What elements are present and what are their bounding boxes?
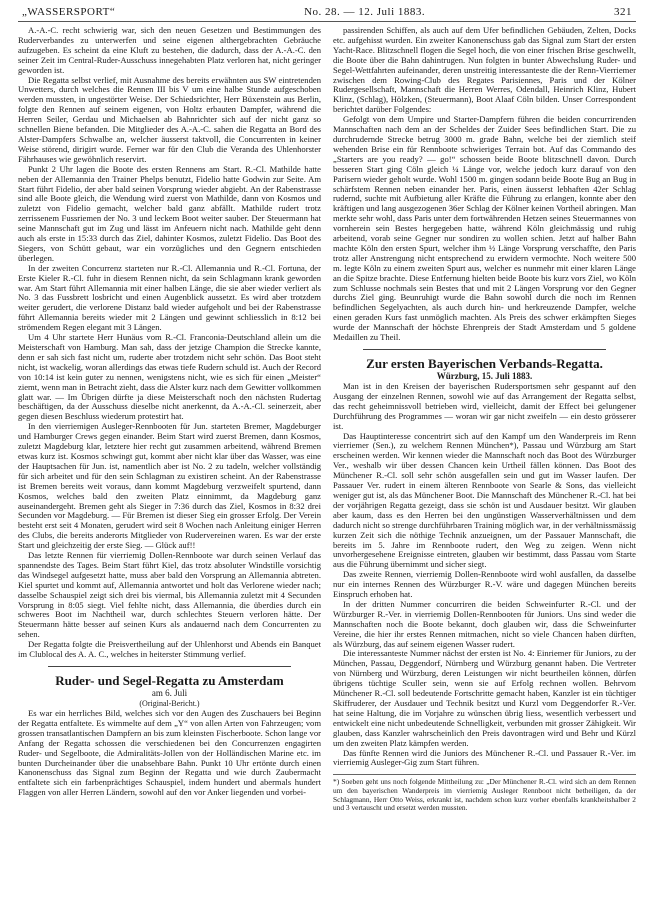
amsterdam-date: am 6. Juli	[151, 688, 188, 698]
left-paragraph: A.-A.-C. recht schwierig war, sich den neuen Gesetzen und Bestimmungen des Ruderverbandes zu unterwerfen und seine eigenen althergebrachten Gebräuche aufzugeben. Es scheint da eine Kluft zu bestehen, die dadurch, dass der A.-A.-C. den seiner Zeit im Central-Ruder-Ausschuss innegehabten Platz verloren hat, nicht geringer geworden ist.	[18, 26, 321, 75]
right-paragraph: passirenden Schiffen, als auch auf dem Ufer befindlichen Gebäuden, Zelten, Docks etc. aufgehisst wurden. Ein zweiter Kanonenschuss gab das Signal zum Start der ersten Yacht-Race. Blitzschnell flogen die Segel hoch, die von einer frischen Brise geschwellt, die Boote über die Bahn dahintrugen. Nun folgten in bunter Abwechslung Ruder- und Segel-Wettfahrten aufeinander, deren unstreitig interessanteste die der Renn-Vierriemer zwischen dem Rowing-Club des Regates Parisiennes, Paris und der Kölner Rudergesellschaft, Mannschaft die Herren Werres, Odendall, Heinrich Klinz, Hubert Klinz, (Schlag), Hölzken, (Steuermann), Boot Alaaf Cöln bilden. Unser Correspondent berichtet darüber Folgendes:	[333, 26, 636, 115]
right-column	[333, 26, 636, 894]
right-paragraph: Das zweite Rennen, vierriemig Dollen-Rennboote wird wohl ausfallen, da dasselbe nur ein internes Rennen des Würzburger R.-V. wäre und dagegen München bereits Einspruch erhoben hat.	[333, 569, 636, 600]
left-column	[18, 26, 321, 894]
left-paragraph: Es war ein herrliches Bild, welches sich vor den Augen des Zuschauers bei Beginn der Regatta entfaltete. Es wimmelte auf dem „Y“ von allen Arten von Fahrzeugen; vom grossen transatlantischen Dampfern an bis zum kleinsten Fischerboote. Schon lange vor Anfang der Regatta schossen die verschiedenen bei den Concurrenzen engagirten Ruder- und Segelboote, die Admiralitäts-Jollen von der Holländischen Marine etc. im bunten Durcheinander über die unabsehbare Bahn. Punkt 10 Uhr ertönte durch einen Kanonenschuss das Signal zum Beginn der Regatta und wie durch Zaubermacht entfaltete sich ein farbenprächtiges Schauspiel, indem hundert und abermals hundert Flaggen von aller Herren Ländern, sowohl auf den vor Anker liegenden und vorbei-	[18, 708, 321, 798]
right-paragraph: In der dritten Nummer concurriren die beiden Schweinfurter R.-Cl. und der Würzburger R.-Ver. in vierriemig Dollen-Rennbooten für Juniors. Uns sind weder die Mannschaften noch die Boote bekannt, doch glauben wir, dass die Schweinfurter Vereine, die hier ihr erstes Rennen mitmachen, nicht so viele Chancen haben dürften, als Würzburg, das auf seinem eigenen Wasser rudert.	[333, 598, 636, 649]
left-paragraph: In der zweiten Concurrenz starteten nur R.-Cl. Allemannia und R.-Cl. Fortuna, der Erste Kieler R.-Cl. fuhr in diesem Rennen nicht, da sein Schlagmann krank geworden war. Am Start führt Allemannia mit einer halben Länge, die sie aber wieder verliert als No. 3 das Fussbrett losbricht und einen Augenblick aussetzt. Es wird aber trotzdem weiter gerudert, die verlorene Distanz bald wieder aufgeholt und bei der Rabenstrasse führt Allemannia bereits wieder mit 2 Längen und gewinnt schliesslich in 8:12 bei strömendem Regen elegant mit 3 Längen.	[18, 262, 321, 333]
right-paragraph: Gefolgt von dem Umpire und Starter-Dampfern führen die beiden concurrirenden Mannschaften nach dem an der Scheldes der Zuider Sees befindlichen Start. Die zu durchrudernde Strecke betrug 3000 m. grade Bahn, welche bei der ziemlich steif wehenden Brise ein für Rennboote schwieriges Terrain bot. Auf das Commando des „Starters are you ready? — go!“ schossen beide Boote blitzschnell davon. Durch besseren Start ging Cöln gleich ¼ Länge vor, welche jedoch kurz darauf von den Parisern wieder geholt wurde. Wohl 1500 m. gingen sodann beide Boote Bug an Bug in schärfstem Rennen neben einander her. Paris, einen äusserst lebhaften 42er Schlag rudernd, suchte mit Aufbietung aller Kräfte die Führung zu erlangen, konnte aber den kräftigen und lang ausgezogenen 36er Schlag der Kölner keinen Vortheil abringen. Man merkte sehr wohl, dass Paris unter dem fortwährenden Hetzen seines Steuermannes von vornherein sein Bestes hergegeben hatte, während Köln gleichmässig und ruhig arbeitend, vorab seine Gegner nur sondiren zu wollen schien. Jetzt auf halber Bahn machte Köln den ersten Spurt, welcher ihm ½ Länge Vorsprung verschaffte, den Paris trotz aller Anstrengung nicht entsprechend zu erwidern vermochte. Noch weitere 500 m. legte Köln zu einem zweiten Spurt aus, welcher es nunmehr mit einer klaren Länge an die Spitze brachte. Diese Entfernung hielten beide Boote bis kurz vors Ziel, wo Köln zum Schlusse nochmals sein Bestes that und mit 2 Längen Vorsprung vor den Gegner durchs Ziel ging. Beunruhigt wurde die Bahn sowohl durch die noch im Rennen befindlichen Segelyachten, als auch durch hin- und herkreuzende Dampfer, welche einen geraden Kurs fast unmöglich machten. Als Preis des schwer erkämpften Sieges wurde der Mannschaft der höchste Ehrenpreis der Stadt Amsterdam und 5 goldene Medaillen zu Theil.	[333, 114, 636, 343]
right-paragraph: Man ist in den Kreisen der bayerischen Rudersportsmen sehr gespannt auf den Ausgang der einzelnen Rennen, sowohl wie auf das Arrangement der Regatta selbst, das recht geheimnissvoll betrieben wird, vielleicht, damit der Effect bei gelungener Durchführung des Programmes — woran wir gar nicht zweifeln — ein desto grösserer ist.	[333, 381, 636, 431]
divider	[363, 349, 606, 350]
left-paragraph: Der Regatta folgte die Preisvertheilung auf der Uhlenhorst und Abends ein Banquet im Clublocal des A. A. C., welches in heiterster Stimmung verlief.	[18, 639, 321, 660]
left-paragraph: Das letzte Rennen für vierriemig Dollen-Rennboote war durch seinen Verlauf das spannendste des Tages. Beim Start führt Kiel, das trotz absoluter Windstille vorsichtig das Windsegel aufgesetzt hatte, muss aber bald den Vorsprung an Allemannia abtreten. Kiel spurtet und kommt auf, Allemannia antwortet und holt das Verlorene wieder nach; dasselbe Schauspiel zeigt sich drei bis viermal, bis Allemannia zuletzt mit 4 Secunden Vorsprung in 8:05 siegt. Viel fehlte nicht, dass Allemannia, die überdies durch ein schweres Boot im Nachtheil war, durch schlechtes Steuern verloren hätte. Der Steuermann hätte besser auf seinen Kurs als andauernd nach dem Concurrenten zu sehen.	[18, 550, 321, 640]
page-header	[18, 6, 636, 22]
divider	[48, 666, 291, 667]
amsterdam-heading: Ruder- und Segel-Regatta zu Amsterdam	[55, 673, 284, 688]
left-paragraph: Um 4 Uhr startete Herr Hunäus vom R.-Cl. Franconia-Deutschland allein um die Meisterschaft von Hamburg. Man sah, dass der jetzige Champion die Strecke kannte, denn er sah sich fast nicht um, ruderte aber trotzdem nicht sehr schön. Das Boot steht nicht, ist wackelig, woran allerdings das etwas tiefe Rudern schuld ist. Auch der Record von 10:14 ist kein guter zu nennen, wenigstens nicht, wie es sich für einen „Meister“ ziemt, wenn man in Betracht zieht, dass die Alster kurz nach dem Gewitter vollkommen glatt war. — Im Übrigen dürfte ja diese Meisterschaft noch den nächsten Rudertag beschäftigen, da der Ausschuss dieselbe nicht anerkennt, da A.-A.-Cl. seinerzeit, aber gegen diesen Beschluss wiederum protestirt hat.	[18, 332, 321, 422]
right-paragraph: Das Hauptinteresse concentrirt sich auf den Kampf um den Wanderpreis im Renn vierriemer (Sen.), zu welchem Rennen München*), Passau und Würzburg am Start erscheinen werden. Wir kennen wieder die Mannschaft noch das Boot des Würzburger Ver., weshalb wir über dessen Chancen kein Urtheil fällen können. Das Boot des Münchener R.-Cl. soll sehr schön ausgefallen sein und gut im Wasser laufen. Der Passauer Ver. rudert in einem älteren Rennboote von Searle & Sons, das vielleicht weniger gut ist, als das Münchener Boot. Die Mannschaft des Münchener R.-Cl. hat bei der vorjährigen Regatta gezeigt, dass sie schön ist und Ausdauer besitzt. Wir glauben aber kaum, dass es den Herren bei den ungünstigen Wasserverhältnissen und dem dadurch nicht so strenge durchführbaren Training möglich war, in der verhältnissmässig kurzen Zeit sich die nöthige Technik anzueignen, um der Passauer Mannschaft, die bereits im 5. Jahre im Rennboote rudert, den Weg zu zeigen. Wenn nicht unvorhergesehene Ereignisse eintreten, glauben wir bestimmt, dass Passau vom Starte aus die Führung übernimmt und sicher siegt.	[333, 430, 636, 570]
publication-title: „WASSERSPORT“	[22, 6, 116, 18]
left-paragraph: In den vierriemigen Ausleger-Rennbooten für Jun. starteten Bremer, Magdeburger und Hamburger Crews gegen einander. Beim Start wird zuerst Bremen, dann Kosmos, zuletzt Magdeburg klar, letztere hier recht gut zusammen arbeitend, während Bremen etwas kurz ist. Kosmos schwingt gut, kommt aber nicht klar über das Wasser, was eine der Hauptsachen für Jun. ist, namentlich aber ist No. 2 zu tadeln, welcher vollständig für sich arbeitet und für den sein Schlagman zu existiren scheint. An der Rabenstrasse ist Bremen bereits weit voraus, dann kommt Magdeburg verzweifelt spurtend, dann Kosmos, welches bald den zweiten Platz einnimmt, da Magdeburg ganz auseinandergeht. Bremen geht als Sieger in 7:36 durch das Ziel, Kosmos in 8:32 drei Secunden vor Magdeburg. — Für Bremen ist dieser Sieg ein grosser Erfolg. Der Verein besteht erst seit 4 Monaten, gerudert wird seit 8 Wochen nach Anleitung einiger Herren des Clubs, die bereits anderorts Mitglieder von Rudervereinen waren. Es war der erste Start und gleichzeitig der erste Sieg. — Glück auf!!	[18, 421, 321, 551]
bavarian-regatta-heading: Zur ersten Bayerischen Verbands-Regatta.	[366, 356, 603, 371]
right-paragraph: Die interessanteste Nummer nächst der ersten ist No. 4: Einriemer für Juniors, zu der München, Passau, Deggendorf, Nürnberg und Würzburg genannt haben. Die Vertreter von Nürnberg und Würzburg, deren Leistungen wir nicht beurtheilen können, dürfen übrigens tüchtige Sculler sein, wenn sie auf Erfolg rechnen wollen. Behrvom Münchener R.-Cl. soll bedeutende Fortschritte gemacht haben, Kanzler ist ein tüchtiger Skiffruderer, der Ausdauer und Technik besitzt und Kurzl vom Deggendorfer R.-Ver. hat seine Haltung, die im Vorjahre zu wünschen übrig liess, wesentlich verbessert und entwickelt eine nicht unbedeutende Schnelligkeit, verbunden mit grosser Zähigkeit. Wir glauben, dass Kanzler wahrscheinlich den Preis davontragen wird und Behr und Kürzl um den zweiten Platz kämpfen werden.	[333, 648, 636, 748]
right-paragraph: Das fünfte Rennen wird die Juniors des Münchener R.-Cl. und Passauer R.-Ver. im vierriemig Ausleger-Gig zum Start führen.	[333, 747, 636, 768]
footnote: *) Soeben geht uns noch folgende Mittheilung zu: „Der Münchener R.-Cl. wird sich an dem Rennen um den bayerischen Wanderpreis im vierriemig Ausleger Rennboot nicht betheiligen, da der Schlagmann, Herr Otto Weiss, erkrankt ist, nachdem schon kurz vorher ebenfalls krankheitshalber 2 und 3 vertauscht und ersetzt werden mussten.	[333, 774, 636, 812]
left-paragraph: Punkt 2 Uhr lagen die Boote des ersten Rennens am Start. R.-Cl. Mathilde hatte neben der Allemannia den Trainer Phelps benutzt, Fidelio hatte Godwin zur Seite. Am Start führt Fidelio, der aber bald seinen Vorsprung wieder abgiebt. An der Rabenstrasse sind alle Boote gleich, die Wendung wird zuerst von Mathilde, dann von Kosmos und zuletzt von Fidelio gemacht, welcher bald ganz abfällt. Mathilde rudert trotz zerrissenem Fussriemen der No. 3 und leckem Boot weiter sauber. Der Steuermann hat seine Mannschaft gut im Zug und lässt im Anfeuern nicht nach. Mathilde geht denn auch als erste in 15:33 durch das Ziel, dahinter Kosmos, zuletzt Fidelio. Das Boot des Siegers, von Schütt gebaut, war ein vorzügliches und den Gegnern entschieden überlegen.	[18, 163, 321, 263]
amsterdam-note: (Original-Bericht.)	[139, 699, 200, 708]
page-number: 321	[614, 6, 632, 18]
left-paragraph: Die Regatta selbst verlief, mit Ausnahme des bereits erwähnten aus SW eintretenden Unwetters, durch welches die Rennen III bis V um eine halbe Stunde aufgeschoben werden mussten, in ungestörter Weise. Der Schiedsrichter, Herr Büxenstein aus Berlin, folgte den Rennen auf seinem eigenen, von Holtz erbauten Dampfer, während die Herren Seiler, Gerdau und Michaelsen ab Bahnrichter sich auf der nicht ganz so schnellen Biene befanden. Die Mitglieder des A.-A.-C. sahen die Regatta an Bord des Alster-Dampfers Schwalbe an, welcher äusserst taktvoll, die Concurrenten in keiner Weise störend, dirigirt wurde. Ferner war für den Club die Veranda des Uhlenhorster Fährhauses wie gewöhnlich reservirt.	[18, 74, 321, 164]
issue-line: No. 28. — 12. Juli 1883.	[304, 6, 426, 18]
bavarian-regatta-dateline: Würzburg, 15. Juli 1883.	[436, 371, 533, 381]
